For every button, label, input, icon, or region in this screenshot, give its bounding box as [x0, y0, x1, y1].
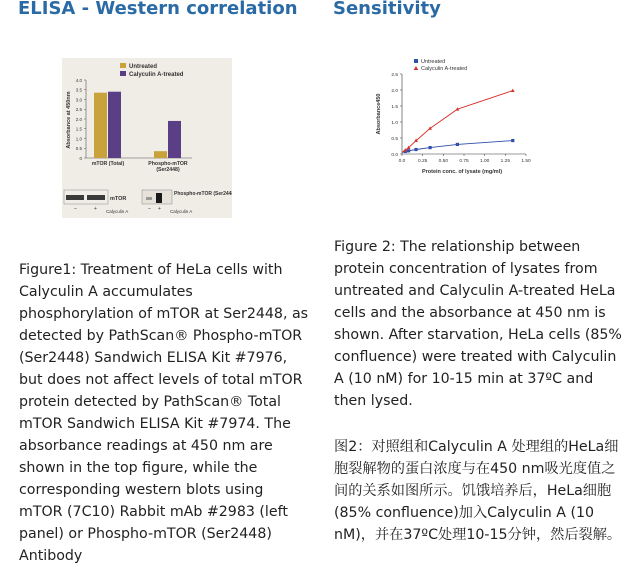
bar-treated-0 [108, 92, 121, 158]
y-tick-label: 0.0 [391, 152, 398, 158]
blot-band-1 [66, 195, 84, 200]
treatment-label-right: Calyculin A [170, 209, 193, 214]
y-tick-label: 1.5 [391, 104, 398, 110]
y-tick-label: 3.5 [75, 87, 82, 93]
figure2-caption-chinese: 图2：对照组和Calyculin A 处理组的HeLa细胞裂解物的蛋白浓度与在450 nm吸光度值之间的关系如图所示。饥饿培养后，HeLa细胞(85% confluence)加入Calyculin A (10 nM)，并在37ºC处理10-15分钟，然后裂解。 [334, 439, 622, 543]
figure2-caption: Figure 2: The relationship between protein concentration of lysates from untreated and Calyculin A-treated HeLa cells and the absorbance at 450 nm is shown. After starvation, HeLa cells (85% confluence) were treated with Calyculin A (10 nM) for 10-15 min at 37ºC and then lysed. [334, 239, 622, 409]
figure1-caption: Figure1: Treatment of HeLa cells with Calyculin A accumulates phosphorylation of mTOR at Ser2448, as detected by PathScan® Phospho-mTOR (Ser2448) Sandwich ELISA Kit #7976, but does not affect levels of total mTOR protein detected by PathScan® Total mTOR Sandwich ELISA Kit #7974. The absorbance readings at 450 nm are shown in the top figure, while the corresponding western blots using mTOR (7C10) Rabbit mAb #2983 (left panel) or Phospho-mTOR (Ser2448) Antibody [19, 262, 309, 564]
x-tick-label: 0.0 [398, 159, 406, 164]
x-tick-label: 0.50 [438, 159, 449, 164]
point-untreated [414, 148, 417, 151]
x-tick-label: Phospho-mTOR (Ser2448) [148, 161, 188, 173]
bar-chart [62, 58, 232, 218]
legend-marker-treated [414, 66, 419, 70]
figure1-heading: ELISA - Western correlation [18, 0, 298, 19]
x-tick-label: 0.75 [459, 159, 469, 164]
y-tick-label: 3.0 [75, 97, 82, 103]
blot-band-2 [87, 195, 105, 200]
legend-swatch-treated [120, 71, 126, 76]
y-axis-label: Absorbance450 [376, 93, 382, 135]
line-chart [370, 56, 540, 181]
bar-untreated-1 [154, 151, 167, 158]
legend-swatch-untreated [120, 63, 126, 68]
x-tick-label: 0.25 [417, 159, 428, 164]
lane-plus-right: + [158, 206, 161, 212]
legend-label-untreated: Untreated [421, 59, 446, 65]
y-tick-label: 1.0 [75, 136, 82, 142]
legend-label-treated: Calyculin A-treated [421, 66, 468, 72]
y-tick-label: 2.0 [75, 116, 82, 122]
x-tick-label: 1.50 [521, 159, 531, 164]
y-tick-label: 2.5 [75, 107, 82, 113]
line-chart-svg [370, 56, 540, 181]
blot-band-3 [156, 193, 162, 203]
line-series [402, 89, 515, 153]
blot-band-4 [146, 197, 152, 200]
legend-marker-untreated [414, 59, 418, 63]
figure2-heading: Sensitivity [333, 0, 441, 19]
legend-label-untreated: Untreated [129, 64, 158, 70]
bar-treated-1 [168, 121, 181, 158]
legend [414, 59, 467, 72]
point-untreated [511, 139, 514, 142]
y-tick-label: 4.0 [75, 77, 82, 83]
point-untreated [429, 146, 432, 149]
legend-label-treated: Calyculin A-treated [129, 72, 184, 78]
series-line-untreated [402, 141, 513, 153]
bar-chart-svg [62, 58, 232, 218]
x-ticks [399, 154, 531, 164]
point-untreated [456, 143, 459, 146]
y-tick-label: 0.5 [75, 146, 82, 152]
x-tick-label: 1.25 [500, 159, 511, 164]
treatment-label-left: Calyculin A [106, 209, 129, 214]
x-tick-label: mTOR (Total) [91, 161, 125, 167]
blot-label-right: Phospho-mTOR (Ser2448) [174, 191, 232, 197]
lane-minus-right: – [148, 206, 151, 212]
blot-label-left: mTOR [110, 196, 127, 202]
y-tick-label: 0.5 [391, 136, 398, 142]
y-ticks [391, 72, 402, 158]
point-untreated [407, 149, 410, 152]
y-tick-label: 2.5 [391, 72, 398, 78]
y-tick-label: 1.5 [75, 126, 82, 132]
lane-plus-left: + [94, 206, 97, 212]
y-tick-label: 1.0 [391, 120, 398, 126]
y-tick-label: 2.0 [391, 88, 398, 94]
y-tick-label: 0 [79, 155, 82, 161]
lane-minus-left: – [74, 206, 77, 212]
x-axis-label: Protein conc. of lysate (mg/ml) [421, 169, 503, 175]
x-tick-label: 1.00 [479, 159, 490, 164]
bar-untreated-0 [94, 93, 107, 158]
y-axis-label: Absorbance at 450nm [66, 91, 72, 149]
point-treated [511, 89, 515, 92]
